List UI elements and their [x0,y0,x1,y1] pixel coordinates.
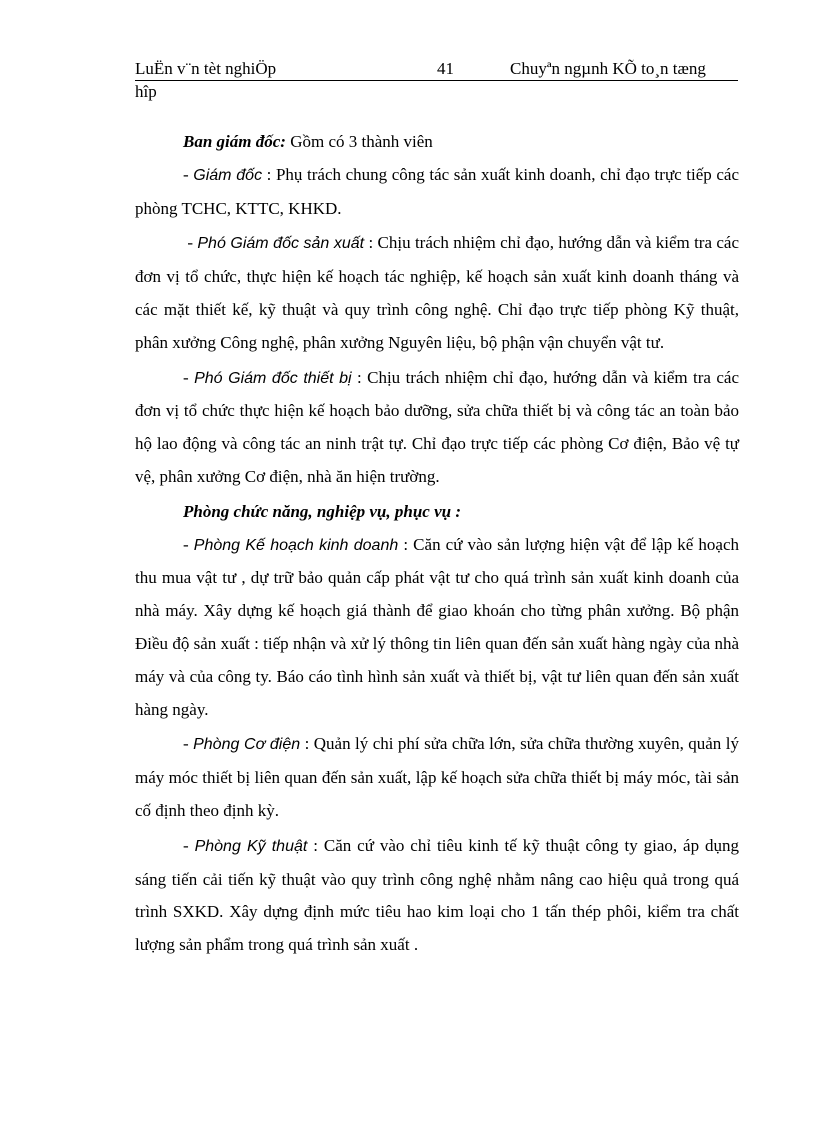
director-paragraph: - Phó Giám đốc sản xuất : Chịu trách nhiệm chỉ đạo, hướng dẫn và kiểm tra các đơn vị tổ chức, thực hiện kế hoạch tác nghiệp, kế hoạch sản xuất kinh doanh tháng và các mặt thiết kế, kỹ thuật và quy trình công nghệ. Chỉ đạo trực tiếp phòng Kỹ thuật, phân xưởng Công nghệ, phân xưởng Nguyên liệu, bộ phận vận chuyển vật tư. [135,233,740,352]
header-continuation: hîp [135,82,157,101]
department-role: Phòng Kế hoạch kinh doanh [193,536,399,554]
director-role: Giám đốc [193,166,263,184]
department-paragraph: - Phòng Cơ điện : Quản lý chi phí sửa chữa lớn, sửa chữa thường xuyên, quản lý máy móc thiết bị liên quan đến sản xuất, lập kế hoạch sửa chữa thiết bị máy móc, tài sản cố định theo định kỳ. [135,734,739,820]
director-role: Phó Giám đốc sản xuất [197,235,365,253]
board-intro-paragraph [135,126,739,159]
director-text: : Chịu trách nhiệm chỉ đạo, hướng dẫn và kiểm tra các đơn vị tổ chức, thực hiện kế hoạch tác nghiệp, kế hoạch sản xuất kinh doanh tháng và các mặt thiết kế, kỹ thuật và quy trình công nghệ. Chỉ đạo trực tiếp phòng Kỹ thuật, phân xưởng Công nghệ, phân xưởng Nguyên liệu, bộ phận vận chuyển vật tư. [135,233,740,352]
departments-title: Phòng chức năng, nghiệp vụ, phục vụ : [183,501,461,521]
department-text: : Căn cứ vào sản lượng hiện vật để lập kế hoạch thu mua vật tư , dự trữ bảo quản cấp phát vật tư cho quá trình sản xuất kinh doanh của nhà máy. Xây dựng kế hoạch giá thành để giao khoán cho từng phân xưởng. Bộ phận Điều độ sản xuất : tiếp nhận và xử lý thông tin liên quan đến sản xuất hàng ngày của nhà máy và của công ty. Báo cáo tình hình sản xuất và thiết bị, vật tư liên quan đến sản xuất hàng ngày. [135,534,739,719]
board-intro-text: Gồm có 3 thành viên [285,132,433,151]
director-paragraph: - Giám đốc : Phụ trách chung công tác sản xuất kinh doanh, chỉ đạo trực tiếp các phòng TCHC, KTTC, KHKD. [135,164,740,218]
board-title: Ban giám đốc: [183,132,286,151]
department-text: : Căn cứ vào chỉ tiêu kinh tế kỹ thuật công ty giao, áp dụng sáng tiến cải tiến kỹ thuật vào quy trình công nghệ nhằm nâng cao hiệu quả trong quá trình SXKD. Xây dựng định mức tiêu hao kim loại cho 1 tấn thép phôi, kiểm tra chất lượng sản phẩm trong quá trình sản xuất . [135,835,739,955]
department-text: : Quản lý chi phí sửa chữa lớn, sửa chữa thường xuyên, quản lý máy móc thiết bị liên quan đến sản xuất, lập kế hoạch sửa chữa thiết bị máy móc, tài sản cố định theo định kỳ. [135,734,739,820]
page-number: 41 [437,59,454,78]
document-body [135,126,739,962]
department-paragraph: - Phòng Kỹ thuật : Căn cứ vào chỉ tiêu kinh tế kỹ thuật công ty giao, áp dụng sáng tiến cải tiến kỹ thuật vào quy trình công nghệ nhằm nâng cao hiệu quả trong quá trình SXKD. Xây dựng định mức tiêu hao kim loại cho 1 tấn thép phôi, kiểm tra chất lượng sản phẩm trong quá trình sản xuất . [135,835,739,955]
departments-heading [135,496,739,529]
department-role: Phòng Cơ điện [193,736,301,754]
director-text: : Phụ trách chung công tác sản xuất kinh doanh, chỉ đạo trực tiếp các phòng TCHC, KTTC, KHKD. [135,164,740,218]
page-header [135,58,738,103]
director-text: : Chịu trách nhiệm chỉ đạo, hướng dẫn và kiểm tra các đơn vị tổ chức thực hiện kế hoạch bảo dưỡng, sửa chữa thiết bị và công tác an toàn bảo hộ lao động và công tác an ninh trật tự. Chỉ đạo trực tiếp các phòng Cơ điện, Bảo vệ tự vệ, phân xưởng Cơ điện, nhà ăn hiện trường. [135,367,739,486]
header-line [135,58,738,81]
department-paragraph: - Phòng Kế hoạch kinh doanh : Căn cứ vào sản lượng hiện vật để lập kế hoạch thu mua vật tư , dự trữ bảo quản cấp phát vật tư cho quá trình sản xuất kinh doanh của nhà máy. Xây dựng kế hoạch giá thành để giao khoán cho từng phân xưởng. Bộ phận Điều độ sản xuất : tiếp nhận và xử lý thông tin liên quan đến sản xuất hàng ngày của nhà máy và của công ty. Báo cáo tình hình sản xuất và thiết bị, vật tư liên quan đến sản xuất hàng ngày. [135,534,739,719]
director-role: Phó Giám đốc thiết bị [194,369,352,387]
header-thesis-label: LuËn v¨n tèt nghiÖp [135,59,277,78]
director-paragraph: - Phó Giám đốc thiết bị : Chịu trách nhiệm chỉ đạo, hướng dẫn và kiểm tra các đơn vị tổ chức thực hiện kế hoạch bảo dưỡng, sửa chữa thiết bị và công tác an toàn bảo hộ lao động và công tác an ninh trật tự. Chỉ đạo trực tiếp các phòng Cơ điện, Bảo vệ tự vệ, phân xưởng Cơ điện, nhà ăn hiện trường. [135,367,739,486]
department-role: Phòng Kỹ thuật [194,837,308,855]
header-major-label: Chuyªn ngµnh KÕ to¸n tæng [510,59,706,78]
